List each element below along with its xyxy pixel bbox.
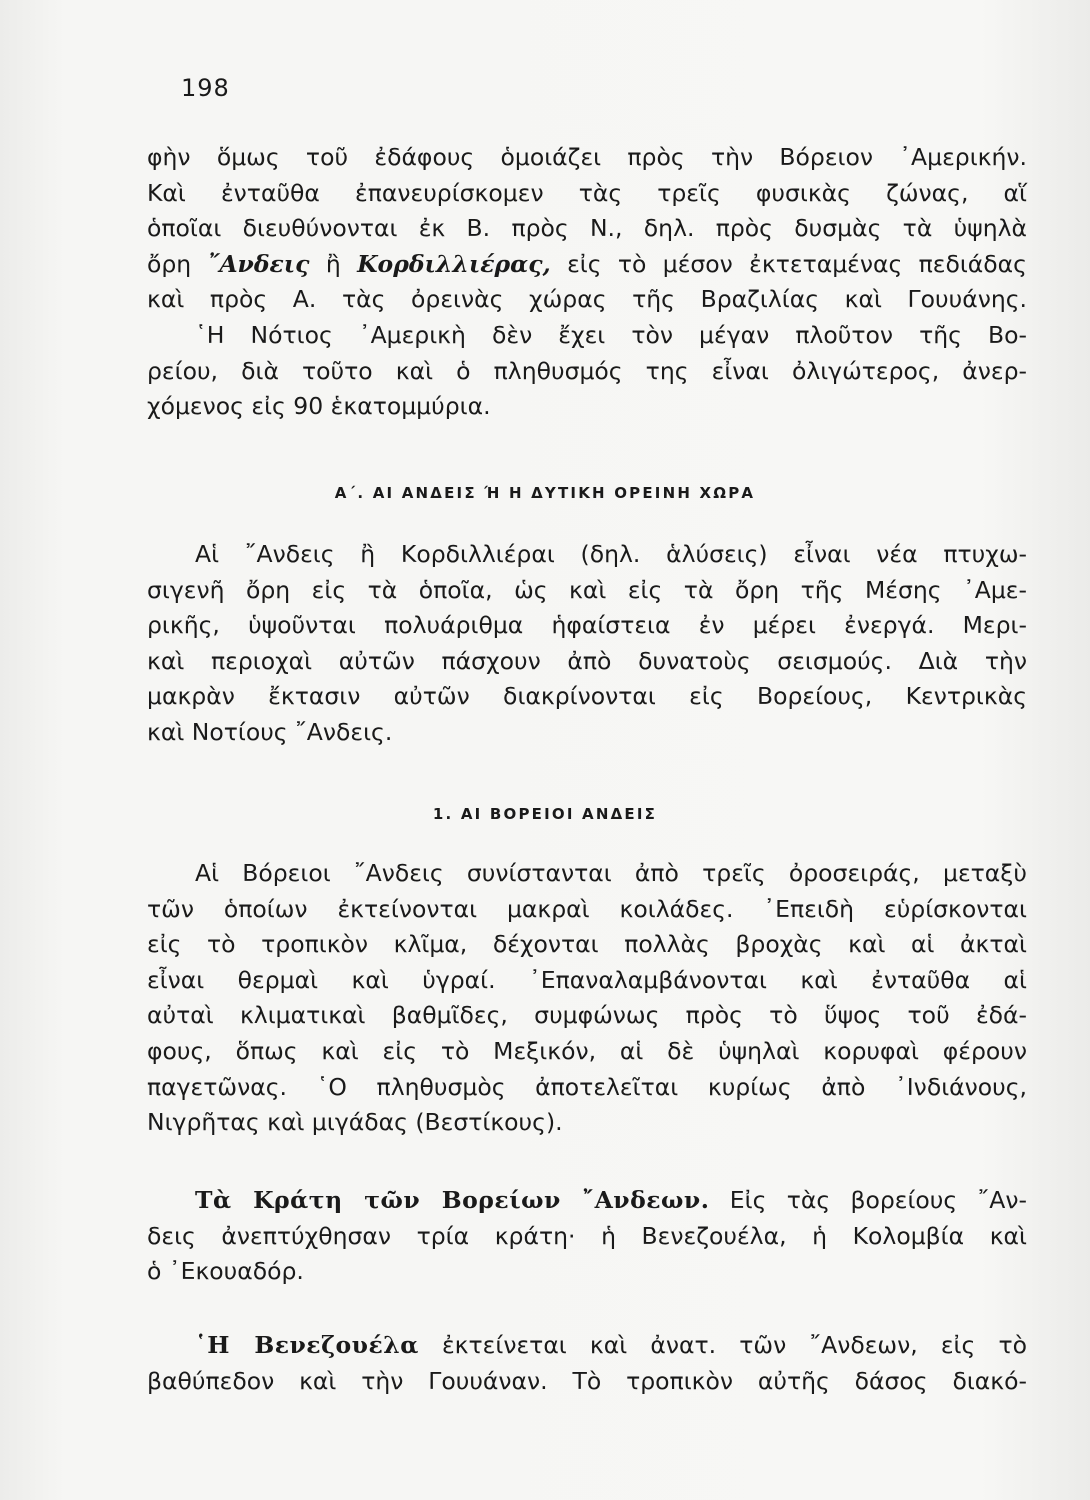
section-a-paragraph bbox=[147, 537, 1027, 751]
section-heading-1: 1. ΑΙ ΒΟΡΕΙΟΙ ΑΝΔΕΙΣ bbox=[432, 805, 658, 823]
text-line: μακρὰν ἔκτασιν αὐτῶν διακρίνονται εἰς Βορείους, Κεντρικὰς bbox=[147, 682, 1027, 711]
text-line: ὁ ᾿Εκουαδόρ. bbox=[147, 1257, 304, 1286]
text-line: παγετῶνας. ῾Ο πληθυσμὸς ἀποτελεῖται κυρίως ἀπὸ ᾿Ινδιάνους, bbox=[147, 1072, 1027, 1101]
text-line: τῶν ὁποίων ἐκτείνονται μακραὶ κοιλάδες. ᾿Επειδὴ εὑρίσκονται bbox=[147, 894, 1027, 923]
venezuela-paragraph bbox=[147, 1328, 1027, 1399]
text-line: Αἱ Βόρειοι ῎Ανδεις συνίστανται ἀπὸ τρεῖς ὀροσειράς, μεταξὺ bbox=[195, 859, 1027, 887]
text-line: βαθύπεδον καὶ τὴν Γουυάναν. Τὸ τροπικὸν αὐτῆς δάσος διακό- bbox=[147, 1366, 1027, 1395]
section-1-paragraph bbox=[147, 856, 1027, 1141]
text-line: Αἱ ῎Ανδεις ἢ Κορδιλλιέραι (δηλ. ἁλύσεις) εἶναι νέα πτυχω- bbox=[195, 540, 1027, 568]
text-fragment: εἰς τὸ μέσον ἐκτεταμένας πεδιάδας bbox=[567, 249, 1027, 278]
text-line bbox=[147, 1183, 1027, 1219]
emphasis-andes: ῎Ανδεις bbox=[207, 249, 310, 278]
text-fragment: ἢ bbox=[325, 249, 341, 278]
text-line: εἰς τὸ τροπικὸν κλῖμα, δέχονται πολλὰς βροχὰς καὶ αἱ ἀκταὶ bbox=[147, 930, 1027, 959]
text-line: καὶ πρὸς Α. τὰς ὀρεινὰς χώρας τῆς Βραζιλίας καὶ Γουυάνης. bbox=[147, 285, 1027, 314]
text-line: καὶ Νοτίους ῎Ανδεις. bbox=[147, 717, 393, 746]
text-line: εἶναι θερμαὶ καὶ ὑγραί. ᾿Επαναλαμβάνονται καὶ ἐνταῦθα αἱ bbox=[147, 965, 1027, 994]
text-line: ρείου, διὰ τοῦτο καὶ ὁ πληθυσμός της εἶναι ὀλιγώτερος, ἀνερ- bbox=[147, 356, 1027, 385]
text-line: ρικῆς, ὑψοῦνται πολυάριθμα ἡφαίστεια ἐν μέρει ἐνεργά. Μερι- bbox=[147, 611, 1027, 640]
text-line: ῾Η Νότιος ᾿Αμερικὴ δὲν ἔχει τὸν μέγαν πλοῦτον τῆς Βο- bbox=[195, 320, 1027, 349]
text-line: δεις ἀνεπτύχθησαν τρία κράτη· ἡ Βενεζουέλα, ἡ Κολομβία καὶ bbox=[147, 1221, 1027, 1250]
venezuela-title: ῾Η Βενεζουέλα bbox=[195, 1331, 419, 1359]
text-line: σιγενῆ ὄρη εἰς τὰ ὁποῖα, ὡς καὶ εἰς τὰ ὄρη τῆς Μέσης ᾿Αμε- bbox=[147, 575, 1027, 604]
text-line: Νιγρῆτας καὶ μιγάδας (Βεστίκους). bbox=[147, 1108, 563, 1137]
section-heading-a: Α΄. ΑΙ ΑΝΔΕΙΣ Ή Η ΔΥΤΙΚΗ ΟΡΕΙΝΗ ΧΩΡΑ bbox=[334, 484, 756, 502]
intro-paragraph bbox=[147, 140, 1027, 425]
text-fragment: Εἰς τὰς βορείους ῎Αν- bbox=[729, 1186, 1027, 1214]
text-line: Καὶ ἐνταῦθα ἐπανευρίσκομεν τὰς τρεῖς φυσικὰς ζώνας, αἵ bbox=[147, 178, 1027, 207]
page-number: 198 bbox=[181, 74, 230, 102]
emphasis-cordilleras: Κορδιλλιέρας, bbox=[357, 249, 551, 278]
text-line bbox=[147, 247, 1027, 283]
text-line: φὴν ὅμως τοῦ ἐδάφους ὁμοιάζει πρὸς τὴν Βόρειον ᾿Αμερικήν. bbox=[147, 143, 1027, 171]
states-paragraph bbox=[147, 1183, 1027, 1290]
text-line: καὶ περιοχαὶ αὐτῶν πάσχουν ἀπὸ δυνατοὺς σεισμούς. Διὰ τὴν bbox=[147, 646, 1027, 675]
text-line bbox=[147, 1328, 1027, 1364]
text-line: ὁποῖαι διευθύνονται ἐκ Β. πρὸς Ν., δηλ. πρὸς δυσμὰς τὰ ὑψηλὰ bbox=[147, 214, 1027, 243]
text-fragment: ἐκτείνεται καὶ ἀνατ. τῶν ῎Ανδεων, εἰς τὸ bbox=[441, 1331, 1027, 1359]
text-line: φους, ὅπως καὶ εἰς τὸ Μεξικόν, αἱ δὲ ὑψηλαὶ κορυφαὶ φέρουν bbox=[147, 1036, 1027, 1065]
states-title: Τὰ Κράτη τῶν Βορείων ῎Ανδεων. bbox=[195, 1186, 710, 1214]
text-line: αὐταὶ κλιματικαὶ βαθμῖδες, συμφώνως πρὸς τὸ ὕψος τοῦ ἐδά- bbox=[147, 1001, 1027, 1030]
text-fragment: ὄρη bbox=[147, 249, 192, 278]
text-line: χόμενος εἰς 90 ἑκατομμύρια. bbox=[147, 392, 491, 421]
